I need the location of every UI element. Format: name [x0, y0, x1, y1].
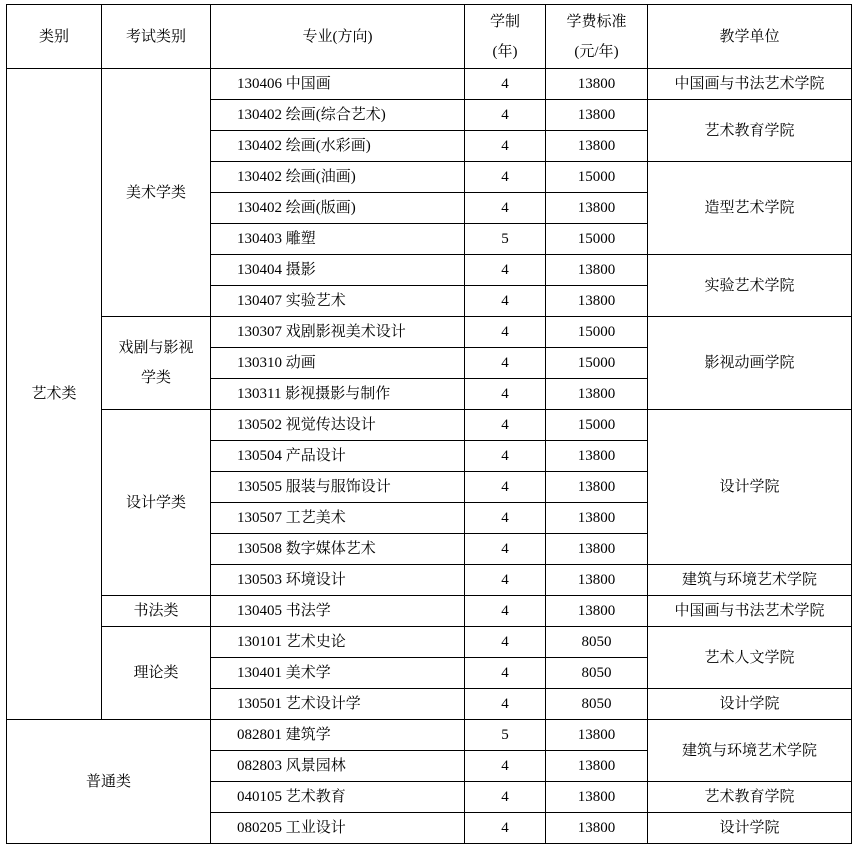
fee-cell: 13800: [546, 286, 648, 317]
unit-cell: 造型艺术学院: [648, 162, 852, 255]
exam-type-cell: [102, 410, 211, 596]
years-cell: 4: [465, 627, 546, 658]
fee-cell: 13800: [546, 379, 648, 410]
major-cell: 130402 绘画(油画): [211, 162, 465, 193]
major-cell: 080205 工业设计: [211, 813, 465, 844]
major-cell: 082803 风景园林: [211, 751, 465, 782]
years-cell: 5: [465, 720, 546, 751]
years-cell: 4: [465, 751, 546, 782]
major-cell: 082801 建筑学: [211, 720, 465, 751]
major-cell: 130404 摄影: [211, 255, 465, 286]
fee-cell: 15000: [546, 162, 648, 193]
major-cell: 130403 雕塑: [211, 224, 465, 255]
exam-type-label: 美术学类: [125, 184, 186, 201]
major-cell: 130402 绘画(水彩画): [211, 131, 465, 162]
header-years-line2: (年): [492, 43, 518, 60]
exam-type-label: 设计学类: [125, 494, 186, 511]
years-cell: 4: [465, 348, 546, 379]
major-cell: 130311 影视摄影与制作: [211, 379, 465, 410]
tuition-table: [6, 4, 852, 844]
unit-cell: 建筑与环境艺术学院: [648, 565, 852, 596]
years-cell: 4: [465, 286, 546, 317]
major-cell: 130505 服装与服饰设计: [211, 472, 465, 503]
header-exam-type: 考试类别: [102, 5, 211, 69]
unit-cell: 实验艺术学院: [648, 255, 852, 317]
years-cell: 4: [465, 162, 546, 193]
fee-cell: 13800: [546, 100, 648, 131]
major-cell: 130504 产品设计: [211, 441, 465, 472]
major-cell: 040105 艺术教育: [211, 782, 465, 813]
unit-cell: 建筑与环境艺术学院: [648, 720, 852, 782]
exam-type-cell: [102, 627, 211, 720]
table-row: [7, 69, 852, 100]
unit-cell: 影视动画学院: [648, 317, 852, 410]
exam-type-cell: [102, 69, 211, 317]
major-cell: 130508 数字媒体艺术: [211, 534, 465, 565]
fee-cell: 13800: [546, 565, 648, 596]
years-cell: 4: [465, 131, 546, 162]
fee-cell: 13800: [546, 503, 648, 534]
exam-type-cell: [102, 596, 211, 627]
major-cell: 130402 绘画(综合艺术): [211, 100, 465, 131]
table-row: [7, 410, 852, 441]
table-row: [7, 720, 852, 751]
fee-cell: 8050: [546, 627, 648, 658]
years-cell: 4: [465, 596, 546, 627]
fee-cell: 13800: [546, 782, 648, 813]
years-cell: 4: [465, 317, 546, 348]
years-cell: 4: [465, 379, 546, 410]
years-cell: 4: [465, 813, 546, 844]
major-cell: 130502 视觉传达设计: [211, 410, 465, 441]
unit-cell: 艺术人文学院: [648, 627, 852, 689]
major-cell: 130503 环境设计: [211, 565, 465, 596]
years-cell: 4: [465, 658, 546, 689]
years-cell: 4: [465, 100, 546, 131]
table-row: [7, 627, 852, 658]
header-fee-line1: 学费标准: [566, 13, 627, 30]
unit-cell: 中国画与书法艺术学院: [648, 596, 852, 627]
years-cell: 4: [465, 689, 546, 720]
exam-type-label: 戏剧与影视学类: [118, 340, 194, 386]
fee-cell: 13800: [546, 255, 648, 286]
header-years-line1: 学制: [489, 13, 520, 30]
major-cell: 130101 艺术史论: [211, 627, 465, 658]
header-unit: 教学单位: [648, 5, 852, 69]
fee-cell: 13800: [546, 751, 648, 782]
years-cell: 4: [465, 565, 546, 596]
fee-cell: 8050: [546, 689, 648, 720]
category-cell: 艺术类: [7, 69, 102, 720]
years-cell: 4: [465, 441, 546, 472]
exam-type-label: 书法类: [133, 603, 179, 619]
exam-type-cell: [102, 317, 211, 410]
major-cell: 130406 中国画: [211, 69, 465, 100]
fee-cell: 15000: [546, 224, 648, 255]
category-cell: 普通类: [7, 720, 211, 844]
fee-cell: 13800: [546, 193, 648, 224]
years-cell: 4: [465, 255, 546, 286]
years-cell: 4: [465, 534, 546, 565]
years-cell: 4: [465, 69, 546, 100]
table-row: [7, 317, 852, 348]
unit-cell: 中国画与书法艺术学院: [648, 69, 852, 100]
unit-cell: 设计学院: [648, 813, 852, 844]
unit-cell: 设计学院: [648, 689, 852, 720]
header-category: 类别: [7, 5, 102, 69]
fee-cell: 8050: [546, 658, 648, 689]
fee-cell: 13800: [546, 720, 648, 751]
unit-cell: 设计学院: [648, 410, 852, 565]
fee-cell: 13800: [546, 534, 648, 565]
fee-cell: 15000: [546, 317, 648, 348]
header-fee-line2: (元/年): [574, 43, 619, 60]
major-cell: 130405 书法学: [211, 596, 465, 627]
unit-cell: 艺术教育学院: [648, 782, 852, 813]
major-cell: 130507 工艺美术: [211, 503, 465, 534]
unit-cell: 艺术教育学院: [648, 100, 852, 162]
major-cell: 130307 戏剧影视美术设计: [211, 317, 465, 348]
exam-type-label: 理论类: [133, 665, 179, 681]
header-fee: [546, 5, 648, 69]
fee-cell: 13800: [546, 472, 648, 503]
years-cell: 4: [465, 410, 546, 441]
major-cell: 130310 动画: [211, 348, 465, 379]
fee-cell: 13800: [546, 69, 648, 100]
fee-cell: 15000: [546, 348, 648, 379]
fee-cell: 13800: [546, 441, 648, 472]
fee-cell: 15000: [546, 410, 648, 441]
header-years: [465, 5, 546, 69]
header-row: [7, 5, 852, 69]
fee-cell: 13800: [546, 596, 648, 627]
header-major: 专业(方向): [211, 5, 465, 69]
years-cell: 4: [465, 782, 546, 813]
major-cell: 130501 艺术设计学: [211, 689, 465, 720]
years-cell: 5: [465, 224, 546, 255]
years-cell: 4: [465, 503, 546, 534]
years-cell: 4: [465, 193, 546, 224]
major-cell: 130407 实验艺术: [211, 286, 465, 317]
major-cell: 130402 绘画(版画): [211, 193, 465, 224]
table-row: [7, 596, 852, 627]
years-cell: 4: [465, 472, 546, 503]
fee-cell: 13800: [546, 131, 648, 162]
major-cell: 130401 美术学: [211, 658, 465, 689]
fee-cell: 13800: [546, 813, 648, 844]
